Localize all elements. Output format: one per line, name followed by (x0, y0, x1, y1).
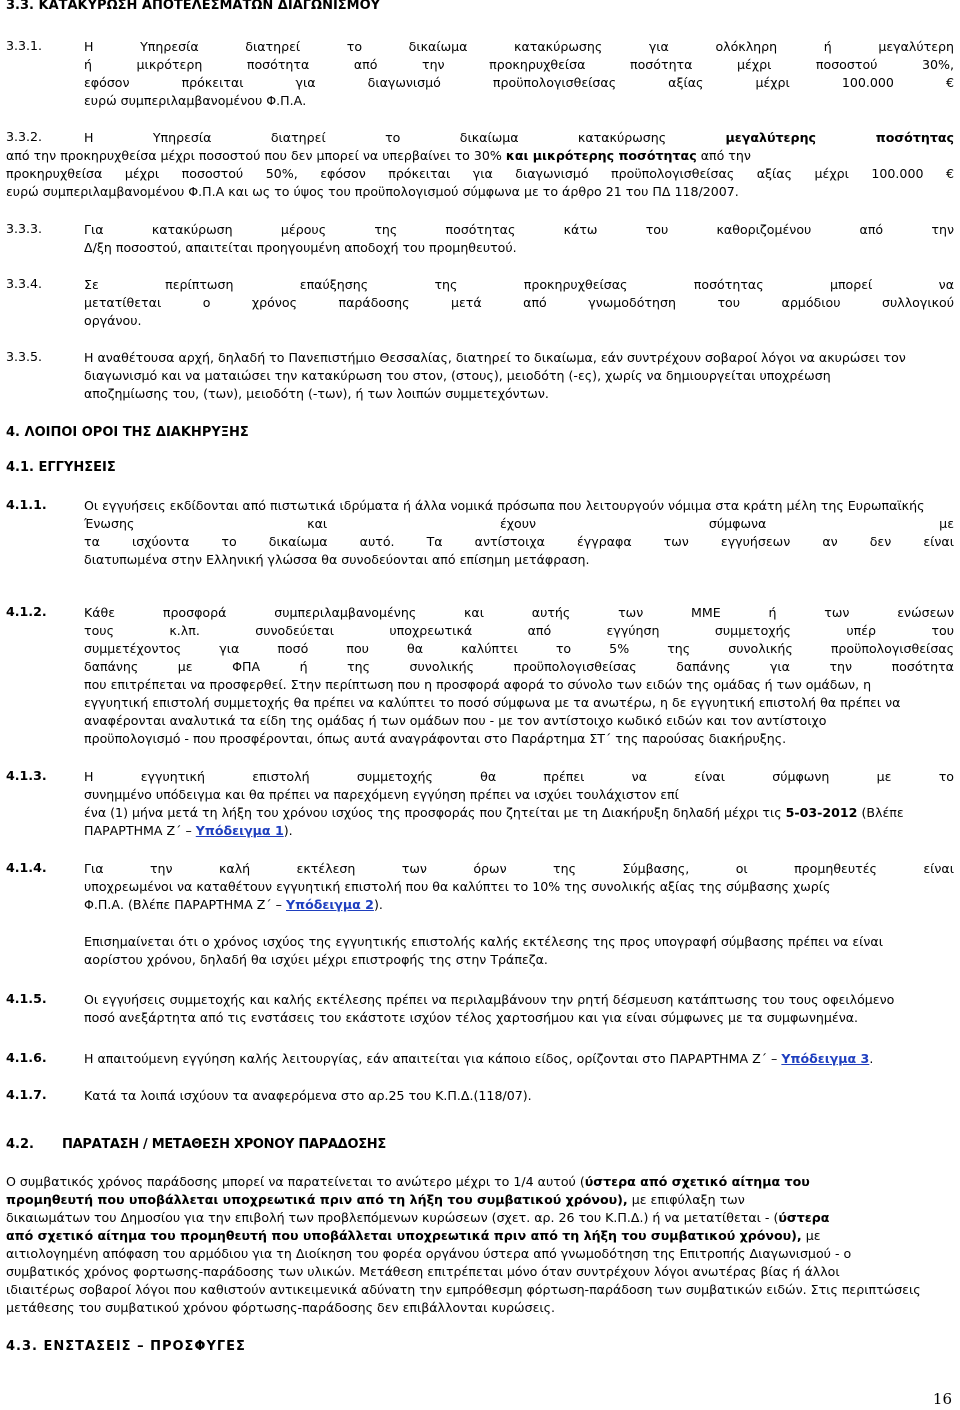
clause-4-1-6-line (84, 1050, 954, 1067)
clause-4-2-bold-2: προμηθευτή που υποβάλλεται υποχρεωτικά πριν από τη λήξη του συμβατικού χρόνου), (6, 1192, 628, 1207)
clause-4-1-4-line-3 (84, 896, 954, 913)
section-4-1-heading: 4.1. ΕΓΓΥΗΣΕΙΣ (6, 460, 116, 475)
clause-4-1-3-annex: ΠΑΡΑΡΤΗΜΑ Ζ΄ – (84, 823, 192, 838)
clause-3-3-2-number: 3.3.2. (6, 129, 43, 144)
clause-3-3-4-line-2: μετατίθεται ο χρόνος παράδοσης μετά από γνωμοδότηση του αρμόδιου συλλογικού (84, 295, 954, 310)
section-4-2-number: 4.2. (6, 1137, 34, 1152)
clause-3-3-1-number: 3.3.1. (6, 38, 43, 53)
clause-3-3-2-bold-larger: μεγαλύτερης ποσότητας (725, 130, 954, 145)
clause-3-3-4-number: 3.3.4. (6, 276, 43, 291)
clause-4-1-1-number: 4.1.1. (6, 497, 47, 512)
clause-4-1-3-line-2: συνημμένο υπόδειγμα και θα πρέπει να παρεχόμενη εγγύηση πρέπει να ισχύει τουλάχιστον επί (84, 787, 679, 802)
clause-4-1-4-line-2: υποχρεωμένοι να καταθέτουν εγγυητική επιστολή που θα καλύπτει το 10% της συνολικής αξίας της σύμβασης χωρίς (84, 879, 831, 894)
clause-4-2-text-1: Ο συμβατικός χρόνος παράδοσης μπορεί να παρατείνεται το ανώτερο μέχρι το 1/4 αυτού ( (6, 1174, 585, 1189)
clause-3-3-5-line-2: διαγωνισμό και να ματαιώσει την κατακύρωση του στον, (στους), μειοδότη (-ες), χωρίς να δημιουργείται υποχρέωση (84, 368, 831, 383)
clause-4-1-3-end: ). (283, 823, 293, 838)
clause-4-1-1-line-3: τα ισχύοντα το δικαίωμα αυτό. Τα αντίστοιχα έγγραφα των εγγυήσεων αν δεν είναι (84, 534, 954, 549)
clause-4-1-6-number: 4.1.6. (6, 1050, 47, 1065)
clause-4-2-text-2: με επιφύλαξη των (631, 1192, 745, 1207)
clause-4-1-3-date: 5-03-2012 (785, 805, 858, 820)
clause-4-2-bold-3: ύστερα (778, 1210, 830, 1225)
clause-4-1-5-number: 4.1.5. (6, 991, 47, 1006)
clause-4-1-3-text: ένα (1) μήνα μετά τη λήξη του χρόνου ισχύος της προσφοράς που ζητείται με τη Διακήρυξη δηλαδή μέχρι τις (84, 805, 782, 820)
clause-3-3-2-text: Η Υπηρεσία διατηρεί το δικαίωμα κατακύρωσης (84, 130, 667, 145)
clause-4-1-2-line-3: συμμετέχοντος για ποσό που θα καλύπτει το 5% της συνολικής προϋπολογισθείσας (84, 641, 954, 656)
clause-4-2-line-1 (6, 1173, 954, 1190)
clause-3-3-2-text-3: από την (700, 148, 751, 163)
clause-4-1-2-line-1: Κάθε προσφορά συμπεριλαμβανομένης και αυτής των ΜΜΕ ή των ενώσεων (84, 605, 954, 620)
clause-4-1-4-note-line-2: αορίστου χρόνου, δηλαδή θα ισχύει μέχρι επιστροφής της στην Τράπεζα. (84, 952, 548, 967)
clause-4-1-4-line-1: Για την καλή εκτέλεση των όρων της Σύμβασης, οι προμηθευτές είναι (84, 861, 954, 876)
clause-4-1-5-line-2: ποσό ανεξάρτητα από τις ενστάσεις του εκάστοτε ισχύον τέλος χαρτοσήμου και για είναι σύμφωνες με τα συμφωνημένα. (84, 1010, 859, 1025)
clause-3-3-5-line-3: αποζημίωσης του, (των), μειοδότη (-των), ή των λοιπών συμμετεχόντων. (84, 386, 549, 401)
clause-3-3-2-line-2 (6, 147, 954, 164)
clause-3-3-2-line-4: ευρώ συμπεριλαμβανομένου Φ.Π.Α και ως το ύψος του προϋπολογισμού σύμφωνα με το άρθρο 21 του ΠΔ 118/2007. (6, 184, 739, 199)
clause-4-2-text-3: δικαιωμάτων του Δημοσίου για την επιβολή των προβλεπόμενων κυρώσεων (σχετ. αρ. 26 του Κ.Π.Δ.) ή να μετατίθεται - ( (6, 1210, 779, 1225)
page-number: 16 (932, 1390, 952, 1408)
clause-3-3-2-line-3: προκηρυχθείσα μέχρι ποσοστού 50%, εφόσον πρόκειται για διαγωνισμό προϋπολογισθείσας αξίας μέχρι 100.000 € (6, 166, 954, 181)
section-3-3-heading: 3.3. ΚΑΤΑΚΥΡΩΣΗ ΑΠΟΤΕΛΕΣΜΑΤΩΝ ΔΙΑΓΩΝΙΣΜΟΥ (6, 0, 381, 13)
clause-4-1-4-note-line-1: Επισημαίνεται ότι ο χρόνος ισχύος της εγγυητικής επιστολής καλής εκτέλεσης της προς υπογραφή σύμβασης πρέπει να είναι (84, 934, 883, 949)
clause-3-3-1-line-4: ευρώ συμπεριλαμβανομένου Φ.Π.Α. (84, 93, 307, 108)
clause-4-1-3-line-3 (84, 804, 954, 821)
clause-4-1-1-line-2: Ένωσης και έχουν σύμφωνα με (84, 516, 954, 531)
section-4-heading: 4. ΛΟΙΠΟΙ ΟΡΟΙ ΤΗΣ ΔΙΑΚΗΡΥΞΗΣ (6, 425, 249, 440)
clause-4-2-line-6: συμβατικός χρόνος φορτωσης-παράδοσης των υλικών. Μετάθεση επιτρέπεται μόνο όταν συντρέχουν λόγοι ανωτέρας βίας ή άλλοι (6, 1264, 840, 1279)
clause-4-1-2-line-7: αναφέρονται αναλυτικά τα είδη της ομάδας ή των ομάδων που - με τον αντίστοιχο κωδικό ειδών και τον αντίστοιχο (84, 713, 827, 728)
clause-3-3-5-line-1: Η αναθέτουσα αρχή, δηλαδή το Πανεπιστήμιο Θεσσαλίας, διατηρεί το δικαίωμα, εάν συντρέχουν σοβαροί λόγοι να ακυρώσει τον (84, 350, 906, 365)
section-4-2-heading: ΠΑΡΑΤΑΣΗ / ΜΕΤΑΘΕΣΗ ΧΡΟΝΟΥ ΠΑΡΑΔΟΣΗΣ (62, 1137, 386, 1152)
clause-4-1-2-number: 4.1.2. (6, 604, 47, 619)
clause-4-2-line-7: ιδιαιτέρως σοβαροί λόγοι που καθιστούν αντικειμενικά αδύνατη την εμπρόθεσμη φόρτωση-παράδοση των συμβατικών ειδών. Στις περιπτώσεις (6, 1282, 921, 1297)
clause-4-1-2-line-8: προϋπολογισμό - που προσφέρονται, όπως αυτά αναγράφονται στο Παράρτημα ΣΤ΄ της παρούσας διακήρυξης. (84, 731, 787, 746)
clause-4-2-line-8: μετάθεσης του συμβατικού χρόνου φόρτωσης-παράδοσης δεν επιβάλλονται κυρώσεις. (6, 1300, 556, 1315)
clause-4-1-2-line-6: εγγυητική επιστολή συμμετοχής θα πρέπει να καλύπτει το ποσό σύμφωνα με τα ανωτέρω, η δε εγγυητική επιστολή θα πρέπει να (84, 695, 901, 710)
clause-4-2-bold-4: από σχετικό αίτημα του προμηθευτή που υποβάλλεται υποχρεωτικά πριν από τη λήξη του συμβατικού χρόνου), (6, 1228, 802, 1243)
clause-4-2-line-4 (6, 1227, 954, 1244)
clause-3-3-2-text-2: από την προκηρυχθείσα μέχρι ποσοστού που δεν μπορεί να υπερβαίνει το 30% (6, 148, 502, 163)
clause-4-2-text-4: με (805, 1228, 821, 1243)
clause-4-1-4-annex: Φ.Π.Α. (Βλέπε ΠΑΡΑΡΤΗΜΑ Ζ΄ – (84, 897, 282, 912)
clause-4-1-6-end: . (869, 1051, 874, 1066)
clause-4-1-3-line-1: Η εγγυητική επιστολή συμμετοχής θα πρέπει να είναι σύμφωνη με το (84, 769, 954, 784)
clause-4-1-5-line-1: Οι εγγυήσεις συμμετοχής και καλής εκτέλεσης πρέπει να περιλαμβάνουν την ρητή δέσμευση κατάπτωσης του τους οφειλόμενο (84, 992, 895, 1007)
clause-4-1-7-line: Κατά τα λοιπά ισχύουν τα αναφερόμενα στο αρ.25 του Κ.Π.Δ.(118/07). (84, 1088, 532, 1103)
clause-3-3-3-line-1: Για κατακύρωση μέρους της ποσότητας κάτω του καθοριζομένου από την (84, 222, 954, 237)
template-2-link[interactable]: Υπόδειγμα 2 (286, 897, 374, 912)
clause-4-2-line-3 (6, 1209, 954, 1226)
clause-4-2-line-2 (6, 1191, 954, 1208)
clause-4-1-2-line-4: δαπάνης με ΦΠΑ ή της συνολικής προϋπολογισθείσας δαπάνης για την ποσότητα (84, 659, 954, 674)
clause-3-3-4-line-3: οργάνου. (84, 313, 142, 328)
clause-4-1-1-line-1: Οι εγγυήσεις εκδίδονται από πιστωτικά ιδρύματα ή άλλα νομικά πρόσωπα που λειτουργούν νόμιμα στα κράτη μέλη της Ευρωπαϊκής (84, 498, 925, 513)
clause-4-1-7-number: 4.1.7. (6, 1087, 47, 1102)
clause-4-1-2-line-2: τους κ.λπ. συνοδεύεται υποχρεωτικά από εγγύηση συμμετοχής υπέρ του (84, 623, 954, 638)
clause-3-3-1-line-1: Η Υπηρεσία διατηρεί το δικαίωμα κατακύρωσης για ολόκληρη ή μεγαλύτερη (84, 39, 954, 54)
clause-3-3-3-number: 3.3.3. (6, 221, 43, 236)
clause-3-3-1-line-3: εφόσον πρόκειται για διαγωνισμό προϋπολογισθείσας αξίας μέχρι 100.000 € (84, 75, 954, 90)
clause-4-1-3-line-4 (84, 822, 954, 839)
clause-4-1-4-number: 4.1.4. (6, 860, 47, 875)
clause-4-1-6-text: Η απαιτούμενη εγγύηση καλής λειτουργίας, εάν απαιτείται για κάποιο είδος, ορίζονται στο ΠΑΡΑΡΤΗΜΑ Ζ΄ – (84, 1051, 778, 1066)
clause-4-1-4-end: ). (373, 897, 383, 912)
clause-4-2-line-5: αιτιολογημένη απόφαση του αρμόδιου για τη Διοίκηση του φορέα οργάνου ύστερα από γνωμοδότηση της Επιτροπής Διαγωνισμού - ο (6, 1246, 852, 1261)
clause-3-3-5-number: 3.3.5. (6, 349, 43, 364)
clause-4-1-3-number: 4.1.3. (6, 768, 47, 783)
clause-3-3-3-line-2: Δ/ξη ποσοστού, απαιτείται προηγουμένη αποδοχή του προμηθευτού. (84, 240, 517, 255)
clause-3-3-2-line-1 (84, 129, 954, 146)
section-4-3-heading: 4.3. ΕΝΣΤΑΣΕΙΣ – ΠΡΟΣΦΥΓΕΣ (6, 1339, 246, 1354)
clause-3-3-1-line-2: ή μικρότερη ποσότητα από την προκηρυχθείσα ποσότητα μέχρι ποσοστού 30%, (84, 57, 954, 72)
clause-3-3-2-bold-smaller: και μικρότερης ποσότητας (505, 148, 697, 163)
clause-3-3-4-line-1: Σε περίπτωση επαύξησης της προκηρυχθείσας ποσότητας μπορεί να (84, 277, 954, 292)
clause-4-1-2-line-5: που επιτρέπεται να προσφερθεί. Στην περίπτωση που η προσφορά αφορά το σύνολο των ειδών της ομάδας ή των ομάδων, η (84, 677, 872, 692)
clause-4-1-1-line-4: διατυπωμένα στην Ελληνική γλώσσα θα συνοδεύονται από επίσημη μετάφραση. (84, 552, 590, 567)
template-1-link[interactable]: Υπόδειγμα 1 (195, 823, 284, 838)
clause-4-1-3-see: (Βλέπε (861, 805, 904, 820)
template-3-link[interactable]: Υπόδειγμα 3 (781, 1051, 870, 1066)
clause-4-2-bold-1: ύστερα από σχετικό αίτημα του (584, 1174, 810, 1189)
